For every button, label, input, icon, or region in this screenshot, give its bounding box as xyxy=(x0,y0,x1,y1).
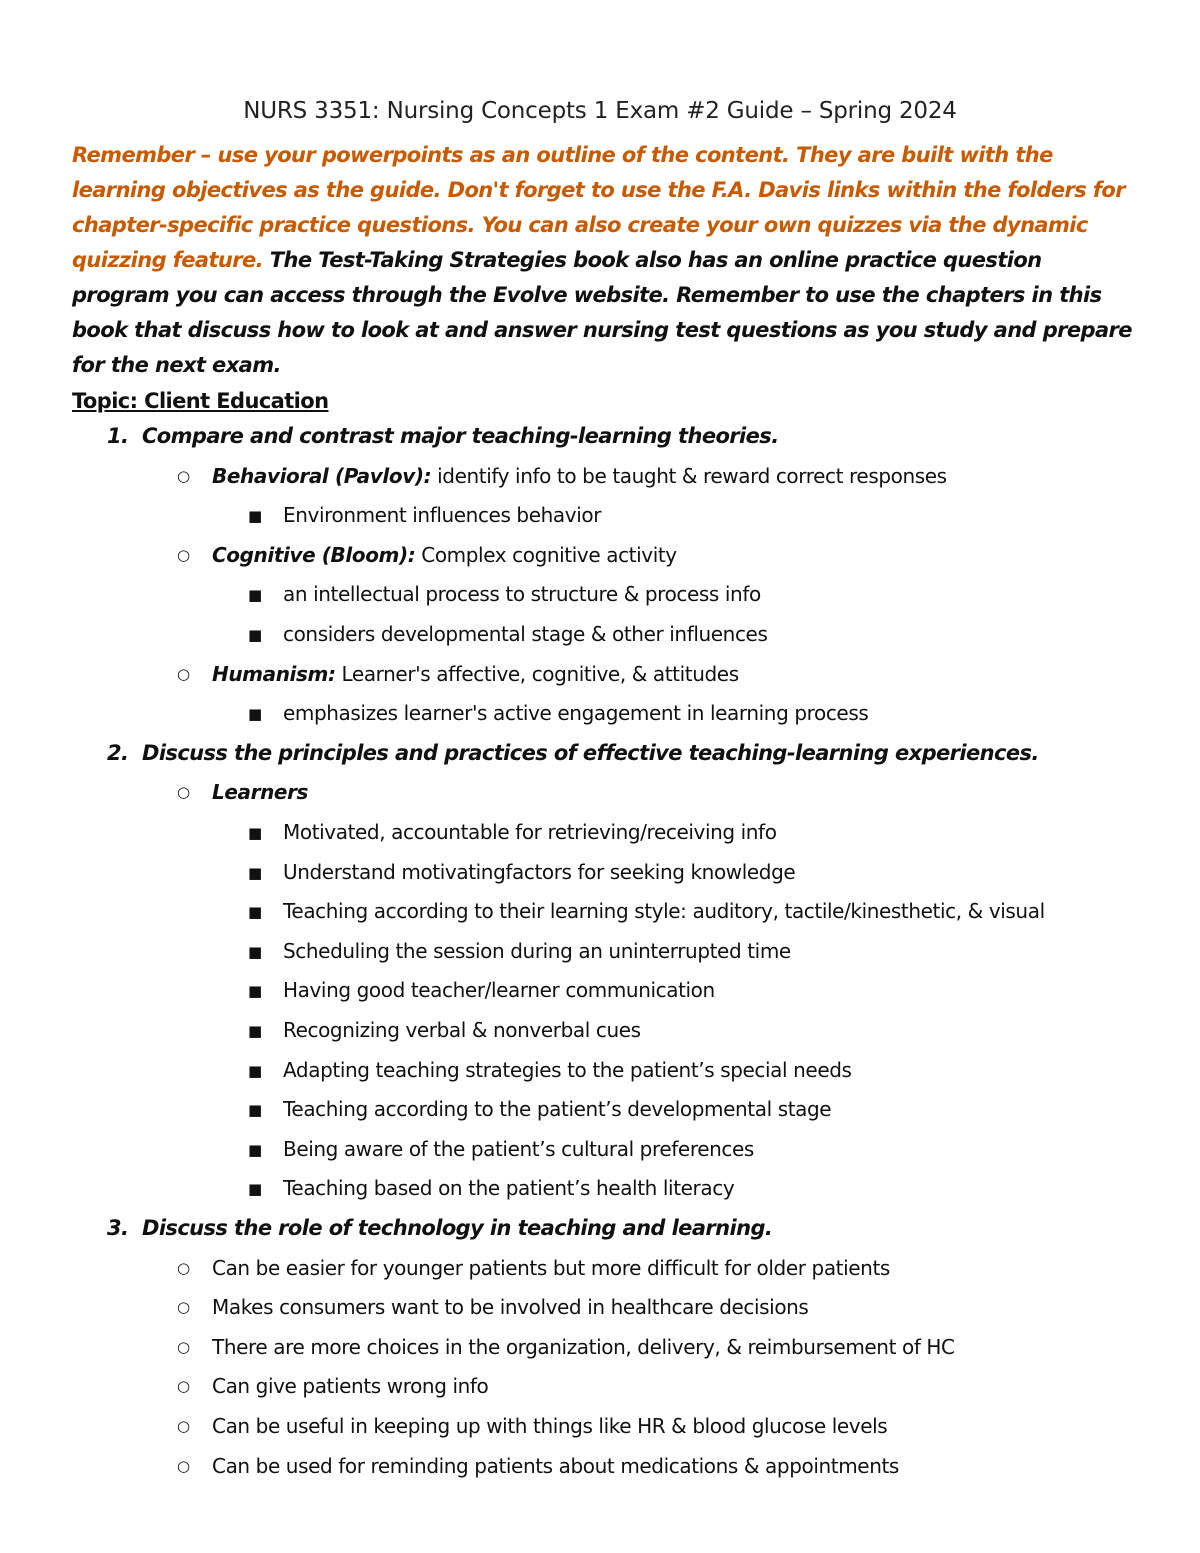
list-item-text xyxy=(212,662,739,686)
circle-bullet-icon: ○ xyxy=(177,1258,190,1277)
square-bullet-icon: ■ xyxy=(248,982,262,1001)
sub-list-item-text: Being aware of the patient’s cultural preferences xyxy=(283,1136,754,1161)
list-item-body: There are more choices in the organization, delivery, & reimbursement of HC xyxy=(212,1334,955,1359)
square-bullet-icon: ■ xyxy=(248,626,262,644)
intro-paragraph xyxy=(72,138,1132,383)
list-item-text xyxy=(212,1454,899,1478)
sub-list-item-text: considers developmental stage & other influences xyxy=(283,622,768,646)
circle-bullet-icon: ○ xyxy=(177,545,190,564)
list-item-text xyxy=(212,1256,890,1280)
list-item-text xyxy=(212,464,947,488)
circle-bullet-icon: ○ xyxy=(177,1298,190,1317)
list-item-text xyxy=(212,1335,955,1359)
sub-list-item-text: Having good teacher/learner communication xyxy=(283,978,715,1003)
list-item-body: Complex cognitive activity xyxy=(415,542,677,567)
sub-list-item-text: Scheduling the session during an uninterrupted time xyxy=(283,938,791,963)
sub-list-item-text: an intellectual process to structure & process info xyxy=(283,582,761,607)
square-bullet-icon: ■ xyxy=(248,1180,262,1199)
list-item-body: Can be useful in keeping up with things like HR & blood glucose levels xyxy=(212,1414,888,1438)
list-item-text xyxy=(212,1295,808,1319)
section-number: 3. xyxy=(107,1216,129,1240)
sub-list-item-text: Recognizing verbal & nonverbal cues xyxy=(283,1018,641,1042)
list-item-body: Makes consumers want to be involved in healthcare decisions xyxy=(212,1295,809,1320)
square-bullet-icon: ■ xyxy=(248,705,262,724)
circle-bullet-icon: ○ xyxy=(177,1417,190,1435)
square-bullet-icon: ■ xyxy=(248,507,262,526)
square-bullet-icon: ■ xyxy=(248,1140,262,1159)
page-title: NURS 3351: Nursing Concepts 1 Exam #2 Guide – Spring 2024 xyxy=(243,98,957,124)
list-item-label: Cognitive (Bloom): xyxy=(212,542,416,567)
sub-list-item-text: Motivated, accountable for retrieving/receiving info xyxy=(283,820,777,844)
section-heading-text: Discuss the principles and practices of effective teaching-learning experiences. xyxy=(142,740,1039,765)
list-item-body: Can be easier for younger patients but more difficult for older patients xyxy=(212,1255,890,1280)
square-bullet-icon: ■ xyxy=(248,1061,262,1080)
circle-bullet-icon: ○ xyxy=(177,1377,190,1396)
intro-book-title: Test-Taking Strategies xyxy=(318,248,567,272)
sub-list-item-text: Teaching based on the patient’s health literacy xyxy=(283,1176,735,1201)
sub-list-item-text: Understand motivatingfactors for seeking knowledge xyxy=(283,859,796,884)
section-number: 1. xyxy=(107,424,129,448)
section-heading-text: Compare and contrast major teaching-learning theories. xyxy=(142,424,779,448)
sub-list-item-text: Adapting teaching strategies to the patient’s special needs xyxy=(283,1057,852,1082)
circle-bullet-icon: ○ xyxy=(177,1456,190,1475)
list-item-text xyxy=(212,1414,887,1438)
square-bullet-icon: ■ xyxy=(248,942,262,961)
circle-bullet-icon: ○ xyxy=(177,1337,190,1356)
sub-list-item-text: Teaching according to their learning style: auditory, tactile/kinesthetic, & visual xyxy=(283,899,1045,924)
circle-bullet-icon: ○ xyxy=(177,466,190,485)
list-item-body: Learner's affective, cognitive, & attitudes xyxy=(335,661,739,686)
intro-reminder: Remember – use your powerpoints as an outline of the content. They are built with the learning objectives as the guide. Don't forget to use the F.A. Davis links within the folders for chapter-specific practice questions. You can also create your own quizzes via the dynamic quizzing feature. xyxy=(72,143,1126,272)
intro-text-1: The xyxy=(263,248,319,272)
list-item-body: Can be used for reminding patients about medications & appointments xyxy=(212,1453,899,1478)
list-item-text xyxy=(212,543,677,567)
square-bullet-icon: ■ xyxy=(248,1101,262,1120)
list-item-text xyxy=(212,780,308,804)
list-item-label: Behavioral (Pavlov): xyxy=(212,463,432,488)
list-item-body: identify info to be taught & reward correct responses xyxy=(431,463,947,488)
square-bullet-icon: ■ xyxy=(248,903,262,922)
square-bullet-icon: ■ xyxy=(248,863,262,882)
intro-text-2: book also has an online practice question program you can access through the Evolve website. Remember to use the chapters in this book that discuss how to look at and answer nursing test questions as you study and prepare for the next exam. xyxy=(72,248,1132,377)
topic-heading: Topic: Client Education xyxy=(72,389,329,413)
circle-bullet-icon: ○ xyxy=(177,664,190,683)
list-item-label: Learners xyxy=(212,780,309,805)
square-bullet-icon: ■ xyxy=(248,1022,262,1040)
section-heading-text: Discuss the role of technology in teaching and learning. xyxy=(142,1216,773,1240)
list-item-label: Humanism: xyxy=(212,661,336,686)
list-item-body: Can give patients wrong info xyxy=(212,1374,489,1399)
list-item-text xyxy=(212,1374,488,1398)
square-bullet-icon: ■ xyxy=(248,824,262,842)
sub-list-item-text: Environment influences behavior xyxy=(283,503,602,528)
sub-list-item-text: Teaching according to the patient’s developmental stage xyxy=(283,1097,832,1122)
section-number: 2. xyxy=(107,740,129,765)
sub-list-item-text: emphasizes learner's active engagement in learning process xyxy=(283,701,869,726)
circle-bullet-icon: ○ xyxy=(177,783,190,802)
square-bullet-icon: ■ xyxy=(248,586,262,605)
